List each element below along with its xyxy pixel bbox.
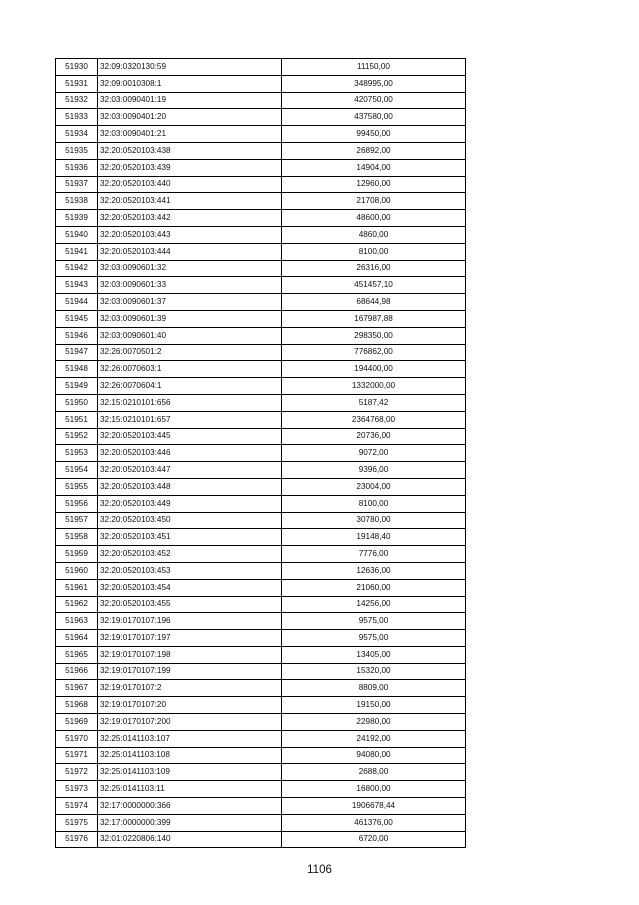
- table-row: [56, 512, 466, 529]
- table-row: [56, 260, 466, 277]
- row-number-cell: 51938: [56, 193, 98, 210]
- table-row: [56, 411, 466, 428]
- cadastral-number-cell: 32:03:0090401:19: [98, 92, 282, 109]
- table-row: [56, 445, 466, 462]
- row-number-cell: 51931: [56, 75, 98, 92]
- table-row: [56, 680, 466, 697]
- table-row: [56, 831, 466, 848]
- cadastral-number-cell: 32:03:0090401:20: [98, 109, 282, 126]
- table-row: [56, 226, 466, 243]
- table-row: [56, 495, 466, 512]
- cadastral-number-cell: 32:03:0090401:21: [98, 126, 282, 143]
- cadastral-number-cell: 32:20:0520103:440: [98, 176, 282, 193]
- cadastral-number-cell: 32:20:0520103:448: [98, 478, 282, 495]
- value-cell: 19148,40: [282, 529, 466, 546]
- table-row: [56, 613, 466, 630]
- cadastral-number-cell: 32:20:0520103:452: [98, 546, 282, 563]
- row-number-cell: 51933: [56, 109, 98, 126]
- table-row: [56, 75, 466, 92]
- row-number-cell: 51961: [56, 579, 98, 596]
- cadastral-number-cell: 32:19:0170107:200: [98, 714, 282, 731]
- value-cell: 1906678,44: [282, 798, 466, 815]
- value-cell: 461376,00: [282, 814, 466, 831]
- table-row: [56, 529, 466, 546]
- table-row: [56, 596, 466, 613]
- cadastral-number-cell: 32:25:0141103:107: [98, 730, 282, 747]
- row-number-cell: 51937: [56, 176, 98, 193]
- table-row: [56, 378, 466, 395]
- value-cell: 1332000,00: [282, 378, 466, 395]
- cadastral-number-cell: 32:20:0520103:454: [98, 579, 282, 596]
- row-number-cell: 51945: [56, 310, 98, 327]
- table-row: [56, 159, 466, 176]
- table-row: [56, 462, 466, 479]
- row-number-cell: 51964: [56, 630, 98, 647]
- value-cell: 99450,00: [282, 126, 466, 143]
- table-row: [56, 764, 466, 781]
- row-number-cell: 51972: [56, 764, 98, 781]
- cadastral-number-cell: 32:03:0090601:39: [98, 310, 282, 327]
- row-number-cell: 51957: [56, 512, 98, 529]
- row-number-cell: 51971: [56, 747, 98, 764]
- table-row: [56, 730, 466, 747]
- row-number-cell: 51935: [56, 142, 98, 159]
- table-row: [56, 579, 466, 596]
- cadastral-number-cell: 32:17:0000000:366: [98, 798, 282, 815]
- row-number-cell: 51950: [56, 394, 98, 411]
- cadastral-number-cell: 32:20:0520103:444: [98, 243, 282, 260]
- value-cell: 12636,00: [282, 562, 466, 579]
- row-number-cell: 51944: [56, 294, 98, 311]
- cadastral-number-cell: 32:26:0070603:1: [98, 361, 282, 378]
- value-cell: 15320,00: [282, 663, 466, 680]
- cadastral-number-cell: 32:17:0000000:399: [98, 814, 282, 831]
- cadastral-number-cell: 32:03:0090601:40: [98, 327, 282, 344]
- value-cell: 5187,42: [282, 394, 466, 411]
- row-number-cell: 51970: [56, 730, 98, 747]
- value-cell: 14256,00: [282, 596, 466, 613]
- value-cell: 194400,00: [282, 361, 466, 378]
- row-number-cell: 51941: [56, 243, 98, 260]
- value-cell: 24192,00: [282, 730, 466, 747]
- table-row: [56, 294, 466, 311]
- cadastral-number-cell: 32:19:0170107:197: [98, 630, 282, 647]
- cadastral-number-cell: 32:19:0170107:199: [98, 663, 282, 680]
- value-cell: 13405,00: [282, 646, 466, 663]
- row-number-cell: 51969: [56, 714, 98, 731]
- cadastral-number-cell: 32:20:0520103:455: [98, 596, 282, 613]
- cadastral-number-cell: 32:20:0520103:449: [98, 495, 282, 512]
- table-row: [56, 193, 466, 210]
- cadastral-number-cell: 32:19:0170107:198: [98, 646, 282, 663]
- cadastral-number-cell: 32:19:0170107:196: [98, 613, 282, 630]
- table-row: [56, 126, 466, 143]
- cadastral-number-cell: 32:25:0141103:109: [98, 764, 282, 781]
- table-row: [56, 781, 466, 798]
- value-cell: 298350,00: [282, 327, 466, 344]
- table-row: [56, 142, 466, 159]
- cadastral-number-cell: 32:03:0090601:33: [98, 277, 282, 294]
- value-cell: 9396,00: [282, 462, 466, 479]
- row-number-cell: 51934: [56, 126, 98, 143]
- table-row: [56, 630, 466, 647]
- value-cell: 9575,00: [282, 613, 466, 630]
- value-cell: 16800,00: [282, 781, 466, 798]
- value-cell: 26316,00: [282, 260, 466, 277]
- row-number-cell: 51940: [56, 226, 98, 243]
- cadastral-number-cell: 32:20:0520103:451: [98, 529, 282, 546]
- value-cell: 26892,00: [282, 142, 466, 159]
- table-row: [56, 109, 466, 126]
- table-row: [56, 344, 466, 361]
- row-number-cell: 51943: [56, 277, 98, 294]
- row-number-cell: 51966: [56, 663, 98, 680]
- row-number-cell: 51974: [56, 798, 98, 815]
- row-number-cell: 51942: [56, 260, 98, 277]
- row-number-cell: 51968: [56, 697, 98, 714]
- table-row: [56, 243, 466, 260]
- row-number-cell: 51949: [56, 378, 98, 395]
- value-cell: 12960,00: [282, 176, 466, 193]
- cadastral-number-cell: 32:20:0520103:442: [98, 210, 282, 227]
- table-row: [56, 663, 466, 680]
- cadastral-number-cell: 32:03:0090601:32: [98, 260, 282, 277]
- cadastral-number-cell: 32:26:0070604:1: [98, 378, 282, 395]
- cadastral-number-cell: 32:25:0141103:11: [98, 781, 282, 798]
- cadastral-number-cell: 32:26:0070501:2: [98, 344, 282, 361]
- value-cell: 68644,98: [282, 294, 466, 311]
- row-number-cell: 51955: [56, 478, 98, 495]
- value-cell: 14904,00: [282, 159, 466, 176]
- value-cell: 8100,00: [282, 243, 466, 260]
- row-number-cell: 51936: [56, 159, 98, 176]
- row-number-cell: 51932: [56, 92, 98, 109]
- row-number-cell: 51939: [56, 210, 98, 227]
- value-cell: 437580,00: [282, 109, 466, 126]
- page-number: 1106: [307, 864, 332, 876]
- table-row: [56, 546, 466, 563]
- table-row: [56, 327, 466, 344]
- cadastral-number-cell: 32:01:0220806:140: [98, 831, 282, 848]
- value-cell: 21060,00: [282, 579, 466, 596]
- value-cell: 30780,00: [282, 512, 466, 529]
- row-number-cell: 51965: [56, 646, 98, 663]
- cadastral-number-cell: 32:20:0520103:439: [98, 159, 282, 176]
- value-cell: 4860,00: [282, 226, 466, 243]
- value-cell: 451457,10: [282, 277, 466, 294]
- value-cell: 11150,00: [282, 59, 466, 76]
- cadastral-number-cell: 32:15:0210101:657: [98, 411, 282, 428]
- table-row: [56, 361, 466, 378]
- value-cell: 20736,00: [282, 428, 466, 445]
- table-row: [56, 92, 466, 109]
- row-number-cell: 51967: [56, 680, 98, 697]
- row-number-cell: 51973: [56, 781, 98, 798]
- cadastral-number-cell: 32:20:0520103:445: [98, 428, 282, 445]
- table-row: [56, 747, 466, 764]
- value-cell: 8100,00: [282, 495, 466, 512]
- row-number-cell: 51953: [56, 445, 98, 462]
- cadastral-number-cell: 32:20:0520103:438: [98, 142, 282, 159]
- row-number-cell: 51946: [56, 327, 98, 344]
- cadastral-number-cell: 32:09:0320130:59: [98, 59, 282, 76]
- table-row: [56, 697, 466, 714]
- table-row: [56, 478, 466, 495]
- table-row: [56, 59, 466, 76]
- row-number-cell: 51947: [56, 344, 98, 361]
- row-number-cell: 51962: [56, 596, 98, 613]
- value-cell: 167987,88: [282, 310, 466, 327]
- cadastral-number-cell: 32:09:0010308:1: [98, 75, 282, 92]
- cadastral-number-cell: 32:03:0090601:37: [98, 294, 282, 311]
- cadastral-number-cell: 32:15:0210101:656: [98, 394, 282, 411]
- value-cell: 9575,00: [282, 630, 466, 647]
- cadastral-number-cell: 32:20:0520103:443: [98, 226, 282, 243]
- table-row: [56, 176, 466, 193]
- table-row: [56, 394, 466, 411]
- table-row: [56, 310, 466, 327]
- row-number-cell: 51948: [56, 361, 98, 378]
- value-cell: 8809,00: [282, 680, 466, 697]
- value-cell: 48600,00: [282, 210, 466, 227]
- table-row: [56, 277, 466, 294]
- row-number-cell: 51951: [56, 411, 98, 428]
- row-number-cell: 51952: [56, 428, 98, 445]
- row-number-cell: 51960: [56, 562, 98, 579]
- cadastral-number-cell: 32:20:0520103:450: [98, 512, 282, 529]
- value-cell: 776862,00: [282, 344, 466, 361]
- row-number-cell: 51956: [56, 495, 98, 512]
- value-cell: 2364768,00: [282, 411, 466, 428]
- table-row: [56, 714, 466, 731]
- value-cell: 21708,00: [282, 193, 466, 210]
- value-cell: 19150,00: [282, 697, 466, 714]
- value-cell: 7776,00: [282, 546, 466, 563]
- cadastral-number-cell: 32:20:0520103:447: [98, 462, 282, 479]
- value-cell: 6720,00: [282, 831, 466, 848]
- value-cell: 2688,00: [282, 764, 466, 781]
- value-cell: 94080,00: [282, 747, 466, 764]
- row-number-cell: 51963: [56, 613, 98, 630]
- table-row: [56, 562, 466, 579]
- row-number-cell: 51930: [56, 59, 98, 76]
- table-row: [56, 814, 466, 831]
- cadastral-value-table: [55, 58, 466, 848]
- cadastral-number-cell: 32:25:0141103:108: [98, 747, 282, 764]
- row-number-cell: 51958: [56, 529, 98, 546]
- table-row: [56, 428, 466, 445]
- table-row: [56, 798, 466, 815]
- table-body: [56, 59, 466, 848]
- row-number-cell: 51975: [56, 814, 98, 831]
- cadastral-number-cell: 32:19:0170107:2: [98, 680, 282, 697]
- value-cell: 22980,00: [282, 714, 466, 731]
- row-number-cell: 51959: [56, 546, 98, 563]
- table-row: [56, 210, 466, 227]
- value-cell: 420750,00: [282, 92, 466, 109]
- cadastral-number-cell: 32:20:0520103:453: [98, 562, 282, 579]
- row-number-cell: 51976: [56, 831, 98, 848]
- table-row: [56, 646, 466, 663]
- value-cell: 23004,00: [282, 478, 466, 495]
- row-number-cell: 51954: [56, 462, 98, 479]
- value-cell: 348995,00: [282, 75, 466, 92]
- value-cell: 9072,00: [282, 445, 466, 462]
- cadastral-number-cell: 32:19:0170107:20: [98, 697, 282, 714]
- cadastral-number-cell: 32:20:0520103:441: [98, 193, 282, 210]
- cadastral-number-cell: 32:20:0520103:446: [98, 445, 282, 462]
